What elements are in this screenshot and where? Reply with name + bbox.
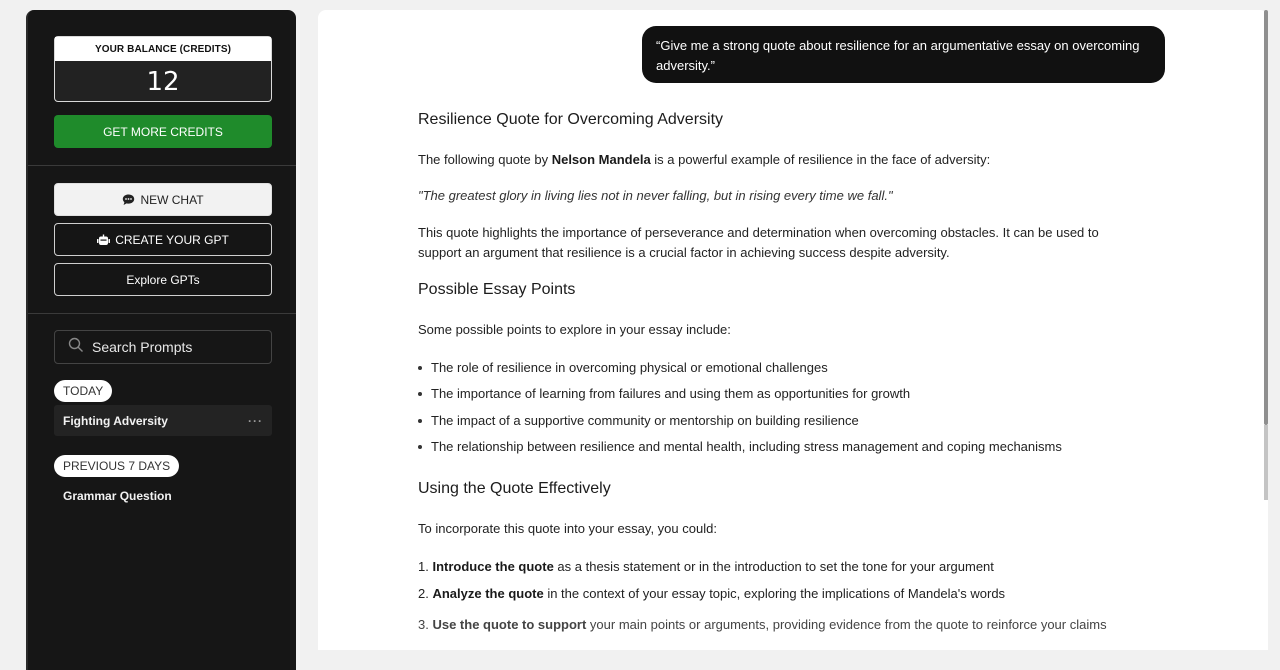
essay-point [418,386,910,401]
step-number: 2. [418,586,429,601]
robot-icon [97,234,110,246]
essay-point-text: The impact of a supportive community or mentorship on building resilience [431,413,859,428]
bullet-icon [418,445,422,449]
more-options-icon[interactable]: ··· [248,413,263,428]
balance-label: YOUR BALANCE (CREDITS) [55,37,271,61]
create-gpt-label: CREATE YOUR GPT [115,232,229,247]
section-label-previous-7-days: PREVIOUS 7 DAYS [54,455,179,477]
response-heading-3: Using the Quote Effectively [418,480,611,497]
bullet-icon [418,366,422,370]
bullet-icon [418,392,422,396]
explore-gpts-label: Explore GPTs [126,272,200,287]
essay-point [418,439,1062,454]
response-explanation-line-1: This quote highlights the importance of perseverance and determination when overcoming obstacles. It can be used to [418,225,1099,240]
essay-point [418,360,828,375]
history-item-grammar-question[interactable] [54,480,272,511]
essay-point [418,413,859,428]
history-item-title: Fighting Adversity [63,413,168,428]
sidebar-divider [28,165,296,166]
step-number: 1. [418,559,429,574]
history-item-fighting-adversity[interactable] [54,405,272,436]
intro-suffix: is a powerful example of resilience in the face of adversity: [650,152,991,167]
search-prompts-input[interactable] [92,339,262,355]
chat-bubble-icon [122,194,135,206]
response-heading-1: Resilience Quote for Overcoming Adversity [418,111,724,128]
intro-prefix: The following quote by [418,152,552,167]
points-intro: Some possible points to explore in your essay include: [418,322,731,337]
step-text: in the context of your essay topic, exploring the implications of Mandela's words [543,586,1006,601]
sidebar-divider [28,313,296,314]
chat-panel [318,10,1268,650]
get-more-credits-button[interactable]: GET MORE CREDITS [54,115,272,148]
new-chat-button[interactable] [54,183,272,216]
step-bold: Analyze the quote [432,586,544,601]
response-intro [418,150,990,170]
new-chat-label: NEW CHAT [140,192,204,207]
user-message-bubble: “Give me a strong quote about resilience for an argumentative essay on overcoming adversity.” [642,26,1165,83]
step-number: 3. [418,617,429,632]
usage-step-clipped [418,617,1178,632]
chat-scrollbar-track[interactable] [1264,425,1268,500]
explore-gpts-button[interactable] [54,263,272,296]
essay-point-text: The relationship between resilience and mental health, including stress management and coping mechanisms [431,439,1062,454]
usage-step [418,586,1005,601]
balance-card [54,36,272,102]
usage-step [418,559,994,574]
essay-point-text: The role of resilience in overcoming physical or emotional challenges [431,360,828,375]
step-text: your main points or arguments, providing evidence from the quote to reinforce your claims [586,617,1107,632]
response-explanation-line-2: support an argument that resilience is a crucial factor in achieving success despite adversity. [418,245,950,260]
bullet-icon [418,419,422,423]
step-bold: Use the quote to support [432,617,587,632]
search-prompts-box[interactable] [54,330,272,364]
balance-value: 12 [146,67,180,97]
intro-author: Nelson Mandela [551,152,651,167]
section-label-today: TODAY [54,380,112,402]
usage-intro: To incorporate this quote into your essay, you could: [418,521,717,536]
response-quote: "The greatest glory in living lies not in never falling, but in rising every time we fall." [418,188,893,203]
history-item-title: Grammar Question [63,488,172,503]
essay-point-text: The importance of learning from failures and using them as opportunities for growth [431,386,911,401]
step-bold: Introduce the quote [432,559,554,574]
create-gpt-button[interactable] [54,223,272,256]
search-icon [68,337,84,358]
chat-scrollbar-thumb[interactable] [1264,10,1268,425]
response-heading-2: Possible Essay Points [418,281,576,298]
sidebar [26,10,296,670]
step-text: as a thesis statement or in the introduction to set the tone for your argument [553,559,994,574]
